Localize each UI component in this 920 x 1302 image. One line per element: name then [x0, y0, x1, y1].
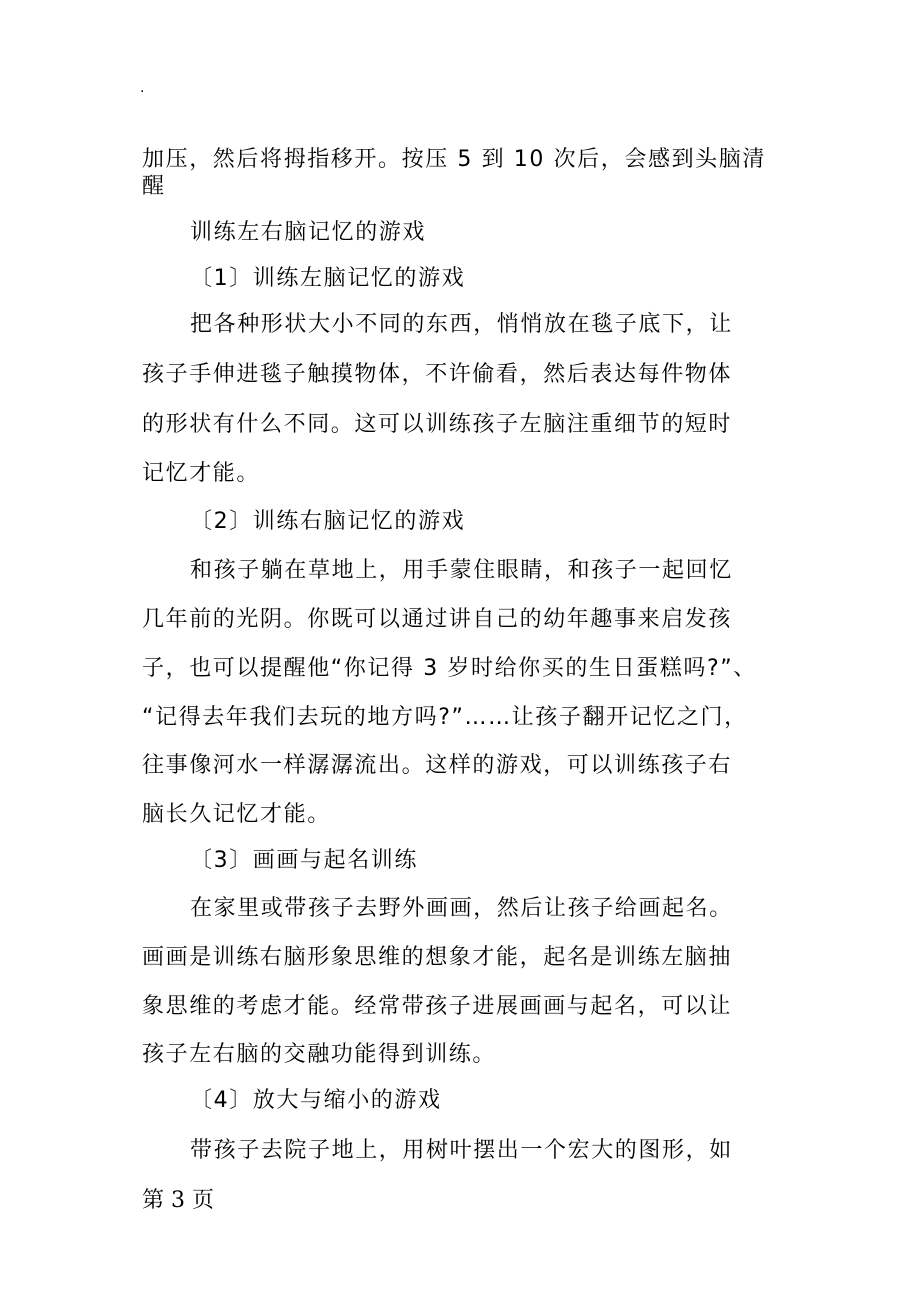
body-line: 孩子手伸进毯子触摸物体，不许偷看，然后表达每件物体	[142, 362, 733, 387]
page-number: 第 3 页	[142, 1188, 214, 1213]
body-line: 画画是训练右脑形象思维的想象才能，起名是训练左脑抽	[142, 945, 733, 970]
body-line: 和孩子躺在草地上，用手蒙住眼睛，和孩子一起回忆	[190, 558, 733, 583]
body-line: 带孩子去院子地上，用树叶摆出一个宏大的图形，如	[190, 1138, 733, 1163]
subsection-heading: 〔2〕训练右脑记忆的游戏	[190, 509, 466, 534]
body-line: 象思维的考虑才能。经常带孩子进展画画与起名，可以让	[142, 994, 733, 1019]
subsection-heading: 〔1〕训练左脑记忆的游戏	[190, 266, 466, 291]
body-line: 子，也可以提醒他“你记得 3 岁时给你买的生日蛋糕吗?”、	[142, 656, 757, 681]
subsection-heading: 〔3〕画画与起名训练	[190, 848, 418, 873]
header-mark: .	[140, 80, 145, 96]
body-line: 把各种形状大小不同的东西，悄悄放在毯子底下，让	[190, 312, 733, 337]
body-line: 的形状有什么不同。这可以训练孩子左脑注重细节的短时	[142, 412, 733, 437]
body-line: 几年前的光阴。你既可以通过讲自己的幼年趣事来启发孩	[142, 607, 733, 632]
body-line: 孩子左右脑的交融功能得到训练。	[142, 1042, 497, 1067]
body-line: “记得去年我们去玩的地方吗?”……让孩子翻开记忆之门，	[142, 705, 748, 730]
body-line: 脑长久记忆才能。	[142, 802, 331, 827]
body-line: 记忆才能。	[142, 461, 261, 486]
body-line: 往事像河水一样潺潺流出。这样的游戏，可以训练孩子右	[142, 753, 733, 778]
body-line: 加压，然后将拇指移开。按压 5 到 10 次后，会感到头脑清	[142, 147, 766, 172]
section-heading: 训练左右脑记忆的游戏	[190, 220, 427, 245]
subsection-heading: 〔4〕放大与缩小的游戏	[190, 1088, 442, 1113]
body-line: 在家里或带孩子去野外画画，然后让孩子给画起名。	[190, 896, 733, 921]
body-line: 醒	[142, 174, 166, 199]
